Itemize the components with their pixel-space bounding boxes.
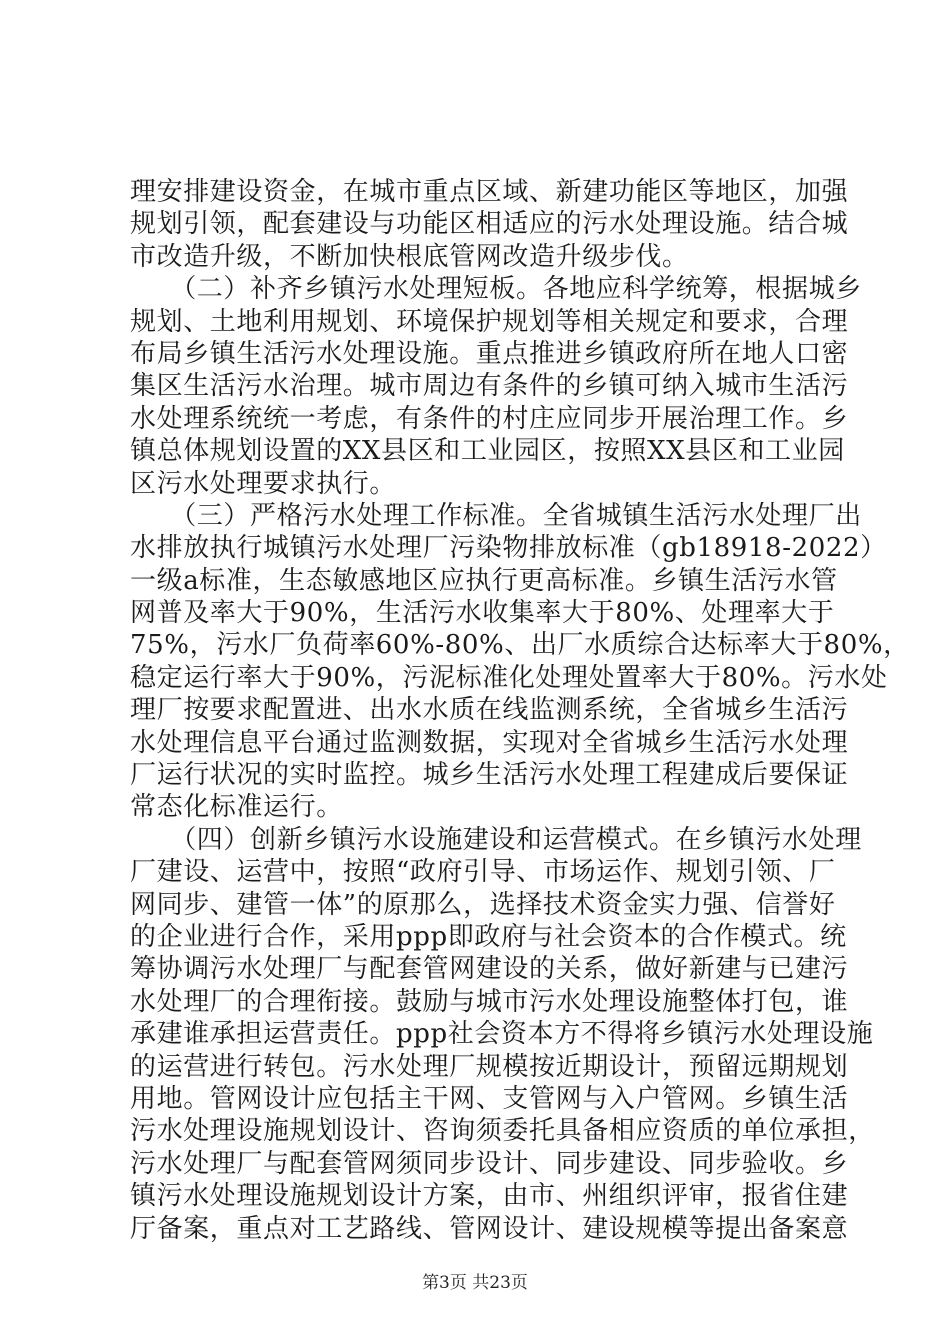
text-line: 理厂按要求配置进、出水水质在线监测系统，全省城乡生活污 <box>130 695 849 726</box>
text-line: 稳定运行率大于90%，污泥标准化处理处置率大于80%。污水处 <box>130 662 888 693</box>
page-number-label: 第3页 共23页 <box>422 1273 528 1293</box>
text-line: （三）严格污水处理工作标准。全省城镇生活污水处理厂出 <box>130 500 862 531</box>
text-line: （二）补齐乡镇污水处理短板。各地应科学统筹，根据城乡 <box>130 274 862 305</box>
text-line: 75%，污水厂负荷率60%-80%、出厂水质综合达标率大于80%， <box>130 630 910 661</box>
text-line: 污水处理设施规划设计、咨询须委托具备相应资质的单位承担， <box>130 1116 875 1147</box>
text-line: 水处理信息平台通过监测数据，实现对全省城乡生活污水处理 <box>130 727 849 758</box>
text-line: 一级a标准，生态敏感地区应执行更高标准。乡镇生活污水管 <box>130 565 838 596</box>
text-line: 网普及率大于90%，生活污水收集率大于80%、处理率大于 <box>130 598 835 629</box>
text-line: 污水处理厂与配套管网须同步设计、同步建设、同步验收。乡 <box>130 1148 849 1179</box>
text-line: 筹协调污水处理厂与配套管网建设的关系，做好新建与已建污 <box>130 954 849 985</box>
text-line: 规划引领，配套建设与功能区相适应的污水处理设施。结合城 <box>130 209 849 240</box>
text-line: 用地。管网设计应包括主干网、支管网与入户管网。乡镇生活 <box>130 1083 849 1114</box>
page-footer <box>0 1268 950 1293</box>
text-line: 规划、土地利用规划、环境保护规划等相关规定和要求，合理 <box>130 306 849 337</box>
text-line: 布局乡镇生活污水处理设施。重点推进乡镇政府所在地人口密 <box>130 338 849 369</box>
text-line: 的运营进行转包。污水处理厂规模按近期设计，预留远期规划 <box>130 1051 849 1082</box>
text-line: 厂建设、运营中，按照“政府引导、市场运作、规划引领、厂 <box>130 857 836 888</box>
text-line: 区污水处理要求执行。 <box>130 468 397 499</box>
text-line: 水处理系统统一考虑，有条件的村庄应同步开展治理工作。乡 <box>130 403 849 434</box>
text-line: 市改造升级，不断加快根底管网改造升级步伐。 <box>130 241 689 272</box>
text-line: 的企业进行合作，采用ppp即政府与社会资本的合作模式。统 <box>130 921 847 952</box>
text-line: 镇总体规划设置的XX县区和工业园区，按照XX县区和工业园 <box>130 436 845 467</box>
text-line: 镇污水处理设施规划设计方案，由市、州组织评审，报省住建 <box>130 1181 849 1212</box>
text-line: 厅备案，重点对工艺路线、管网设计、建设规模等提出备案意 <box>130 1213 849 1244</box>
text-line: 常态化标准运行。 <box>130 792 343 823</box>
text-line: 承建谁承担运营责任。ppp社会资本方不得将乡镇污水处理设施 <box>130 1019 874 1050</box>
body-text <box>130 176 910 1245</box>
text-line: 集区生活污水治理。城市周边有条件的乡镇可纳入城市生活污 <box>130 371 849 402</box>
text-line: 水排放执行城镇污水处理厂污染物排放标准（gb18918-2022） <box>130 533 887 564</box>
text-line: 厂运行状况的实时监控。城乡生活污水处理工程建成后要保证 <box>130 760 849 791</box>
text-line: 理安排建设资金，在城市重点区域、新建功能区等地区，加强 <box>130 177 849 207</box>
text-line: 水处理厂的合理衔接。鼓励与城市污水处理设施整体打包，谁 <box>130 986 849 1017</box>
text-line: （四）创新乡镇污水设施建设和运营模式。在乡镇污水处理 <box>130 824 862 855</box>
text-line: 网同步、建管一体”的原那么，选择技术资金实力强、信誉好 <box>130 889 836 920</box>
